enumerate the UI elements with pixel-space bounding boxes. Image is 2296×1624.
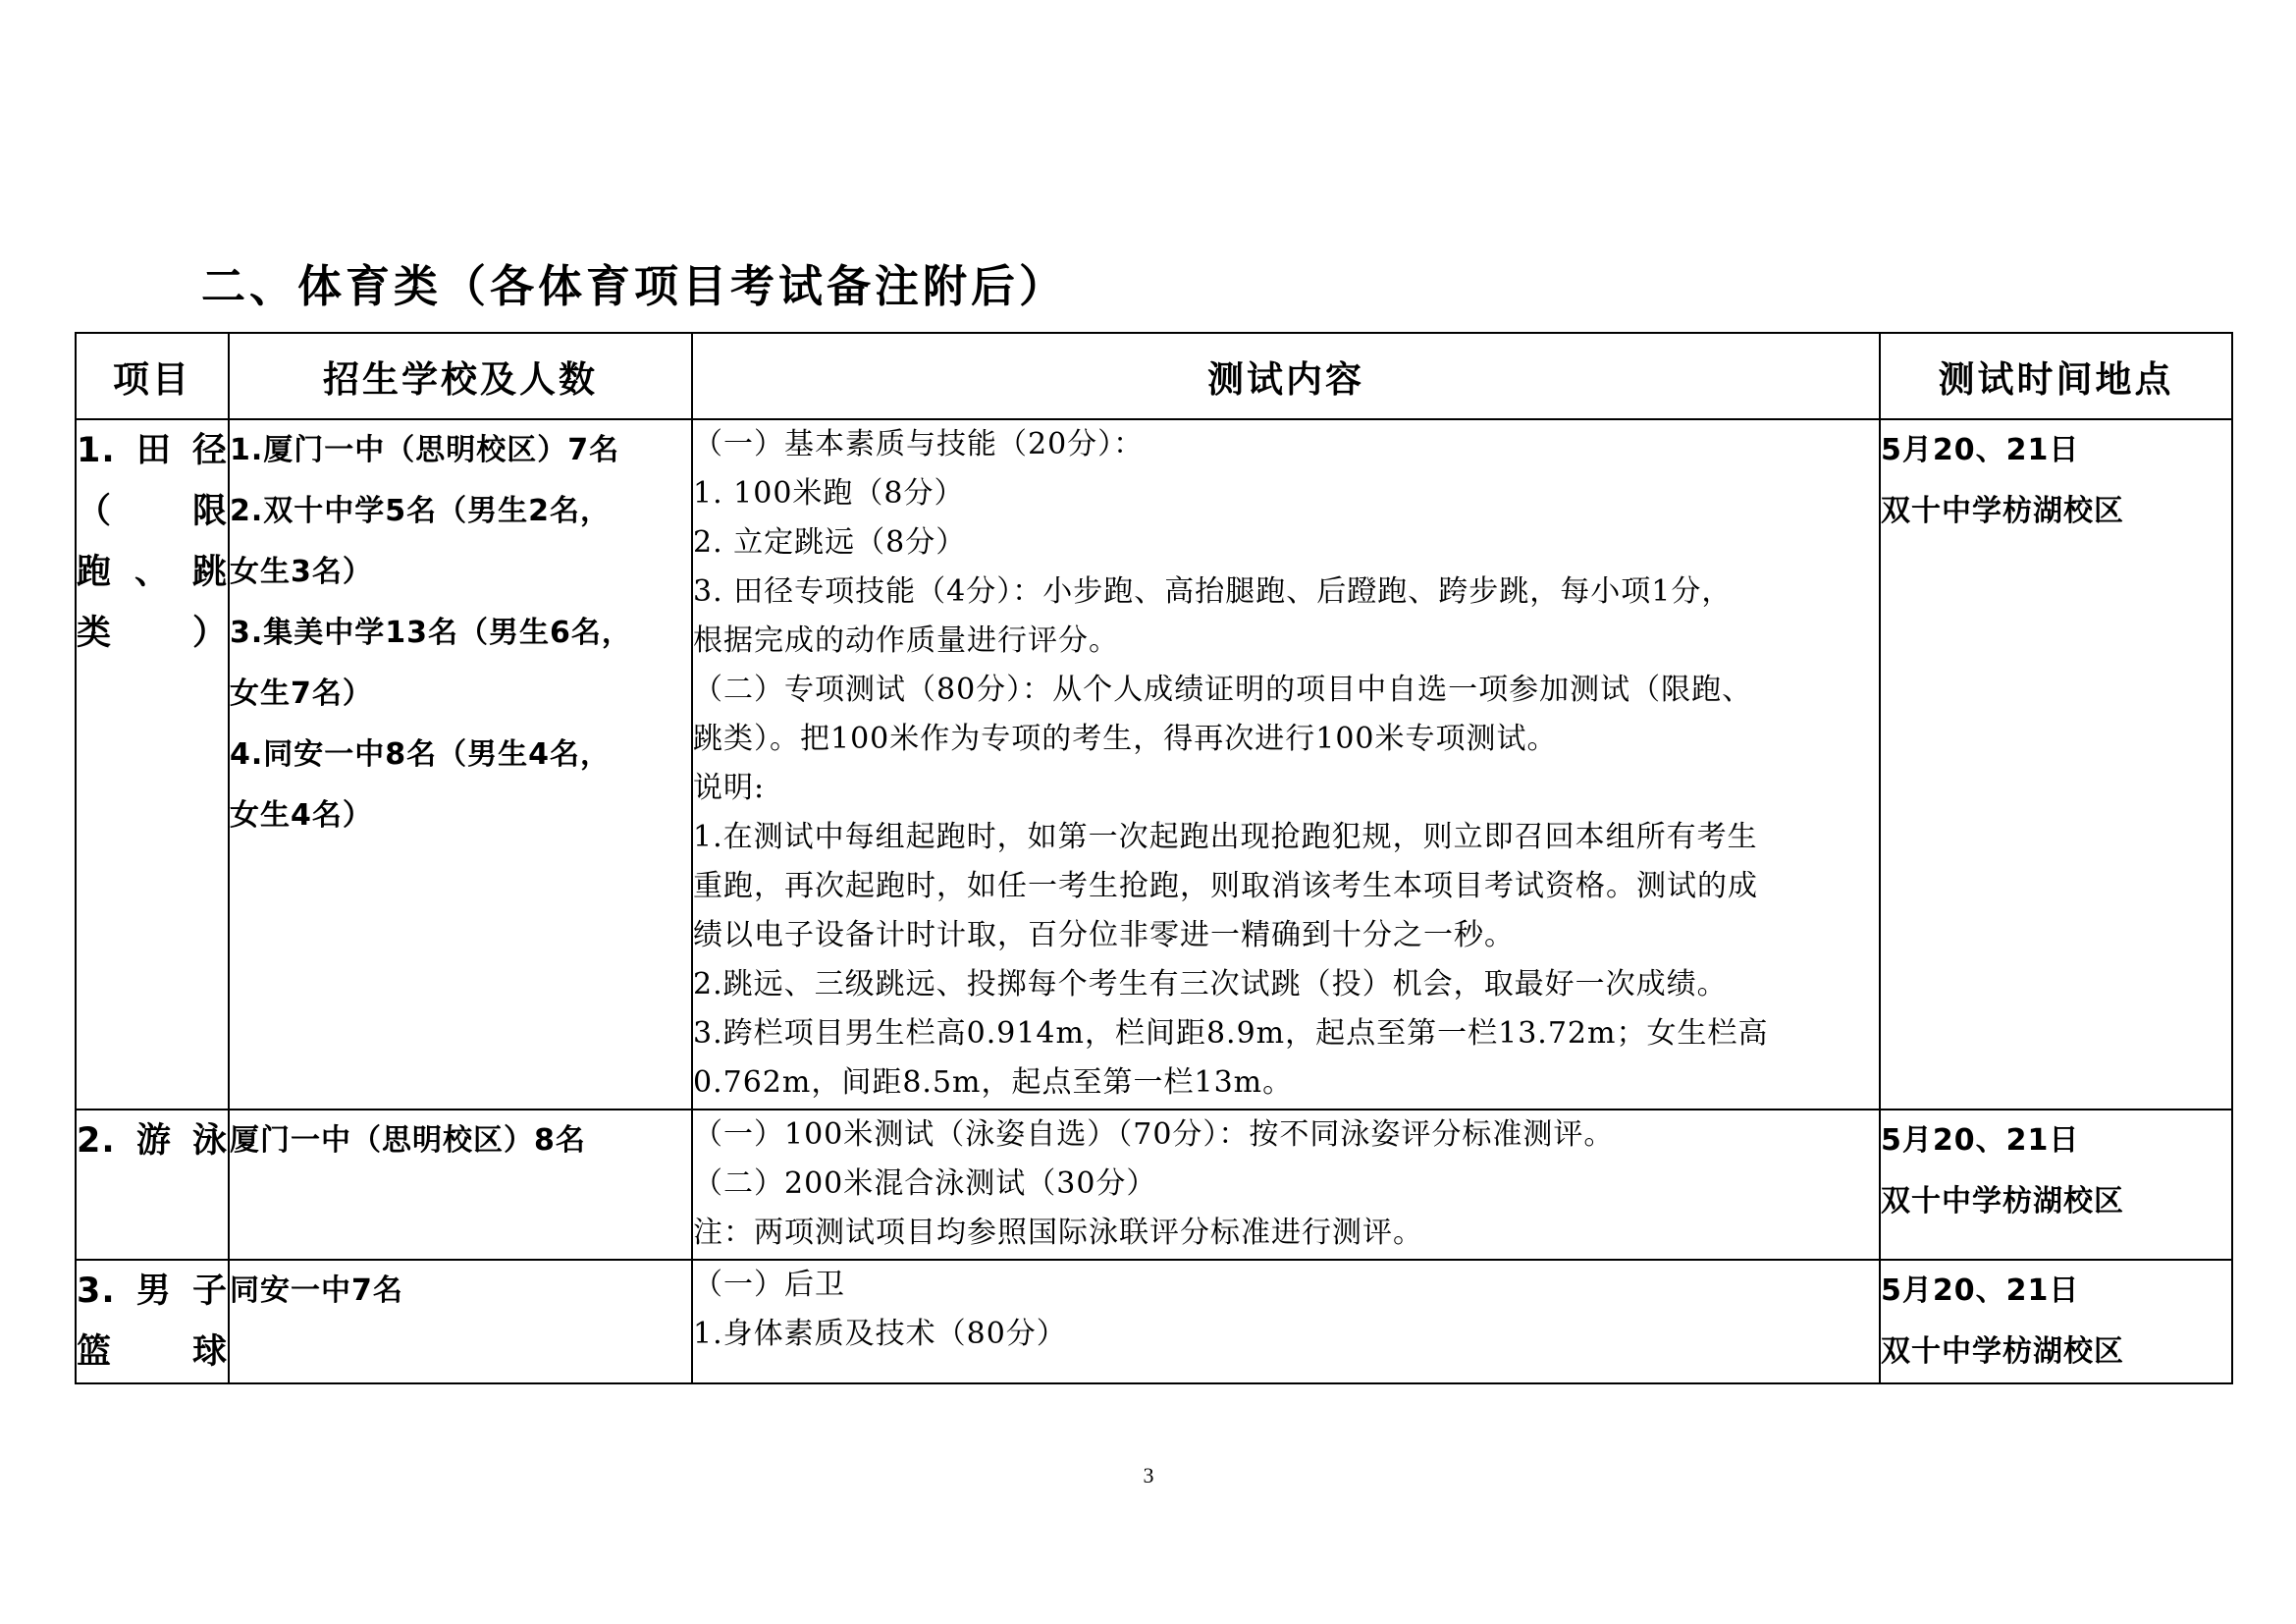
content-cell	[692, 1260, 1880, 1383]
schools-line: 2.双十中学5名（男生2名，	[230, 494, 612, 528]
item-line: 3.男子	[77, 1272, 228, 1311]
content-line: 根据完成的动作质量进行评分。	[693, 623, 1119, 658]
time-line: 5月20、21日	[1881, 1273, 2080, 1308]
item-cell	[76, 1110, 229, 1260]
place-line: 双十中学枋湖校区	[1881, 494, 2124, 528]
content-line: 3. 田径专项技能（4分）：小步跑、高抬腿跑、后蹬跑、跨步跳，每小项1分，	[693, 574, 1733, 609]
table-row	[76, 419, 2232, 1110]
table-row	[76, 1110, 2232, 1260]
content-line: 绩以电子设备计时计取，百分位非零进一精确到十分之一秒。	[693, 918, 1515, 952]
content-line: （二）专项测试（80分）：从个人成绩证明的项目中自选一项参加测试（限跑、	[693, 673, 1753, 707]
content-line: 2. 立定跳远（8分）	[693, 525, 967, 560]
item-line: 类）	[77, 614, 228, 653]
item-line: 2.游泳	[77, 1121, 228, 1161]
item-cell	[76, 1260, 229, 1383]
exam-table	[75, 332, 2233, 1384]
schools-line: 女生4名）	[230, 798, 373, 833]
schools-line: 厦门一中（思明校区）8名	[230, 1123, 586, 1158]
content-line: 3.跨栏项目男生栏高0.914m，栏间距8.9m，起点至第一栏13.72m；女生栏高	[693, 1016, 1769, 1051]
content-line: （一）基本素质与技能（20分）：	[693, 427, 1145, 461]
schools-cell	[229, 419, 692, 1110]
item-line: （ 限	[77, 492, 228, 531]
content-line: （一）后卫	[693, 1268, 845, 1302]
content-line: 重跑，再次起跑时，如任一考生抢跑，则取消该考生本项目考试资格。测试的成	[693, 869, 1758, 903]
content-line: （一）100米测试（泳姿自选）（70分）：按不同泳姿评分标准测评。	[693, 1117, 1615, 1152]
header-schools: 招生学校及人数	[229, 333, 692, 419]
content-line: 1.身体素质及技术（80分）	[693, 1317, 1067, 1351]
section-title: 二、体育类（各体育项目考试备注附后）	[201, 260, 1068, 312]
time-place-cell	[1880, 419, 2232, 1110]
content-line: （二）200米混合泳测试（30分）	[693, 1166, 1157, 1201]
time-place-cell	[1880, 1260, 2232, 1383]
schools-cell	[229, 1110, 692, 1260]
item-line: 1.田径	[77, 431, 228, 470]
schools-line: 4.同安一中8名（男生4名，	[230, 737, 612, 772]
time-place-cell	[1880, 1110, 2232, 1260]
schools-line: 女生7名）	[230, 677, 373, 711]
content-line: 跳类）。把100米作为专项的考生，得再次进行100米专项测试。	[693, 722, 1558, 756]
schools-line: 3.集美中学13名（男生6名，	[230, 616, 632, 650]
table-header-row	[76, 333, 2232, 419]
content-line: 注：两项测试项目均参照国际泳联评分标准进行测评。	[693, 1216, 1423, 1250]
item-cell	[76, 419, 229, 1110]
content-line: 说明:	[693, 771, 766, 805]
content-line: 2.跳远、三级跳远、投掷每个考生有三次试跳（投）机会，取最好一次成绩。	[693, 967, 1728, 1001]
schools-cell	[229, 1260, 692, 1383]
schools-line: 女生3名）	[230, 555, 373, 589]
header-time-place: 测试时间地点	[1880, 333, 2232, 419]
page-number: 3	[1143, 1463, 1154, 1488]
time-line: 5月20、21日	[1881, 433, 2080, 467]
schools-line: 1.厦门一中（思明校区）7名	[230, 433, 620, 467]
table-row	[76, 1260, 2232, 1383]
time-line: 5月20、21日	[1881, 1123, 2080, 1158]
place-line: 双十中学枋湖校区	[1881, 1334, 2124, 1369]
content-line: 0.762m，间距8.5m，起点至第一栏13m。	[693, 1065, 1294, 1100]
content-line: 1.在测试中每组起跑时，如第一次起跑出现抢跑犯规，则立即召回本组所有考生	[693, 820, 1758, 854]
place-line: 双十中学枋湖校区	[1881, 1184, 2124, 1218]
item-line: 跑、跳	[77, 553, 228, 592]
schools-line: 同安一中7名	[230, 1273, 403, 1308]
header-content: 测试内容	[692, 333, 1880, 419]
item-line: 篮球	[77, 1332, 228, 1372]
content-cell	[692, 419, 1880, 1110]
content-cell	[692, 1110, 1880, 1260]
content-line: 1. 100米跑（8分）	[693, 476, 965, 511]
header-item: 项目	[76, 333, 229, 419]
